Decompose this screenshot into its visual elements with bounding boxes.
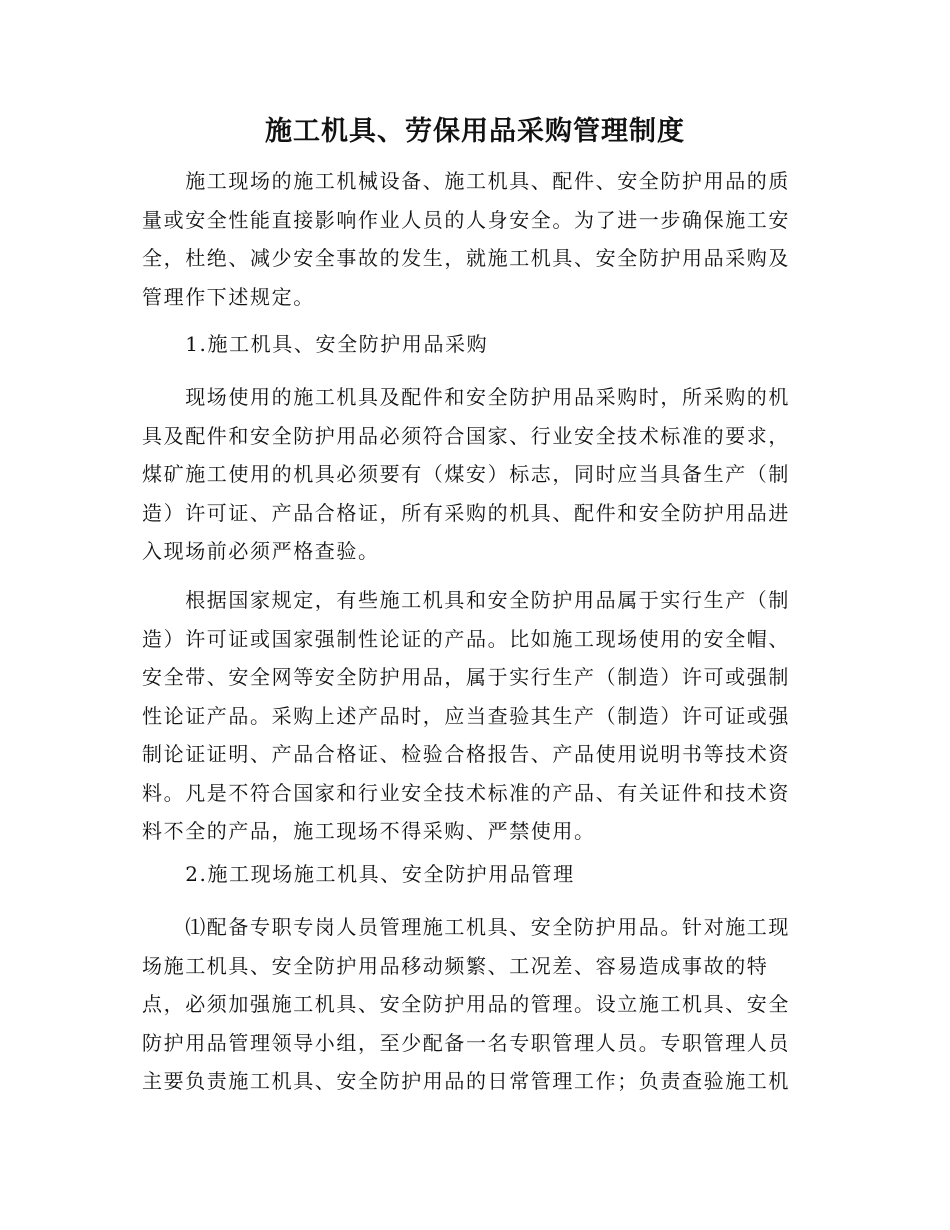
text-line: 性论证产品。采购上述产品时，应当查验其生产（制造）许可证或强 <box>142 703 790 728</box>
text-line: 全，杜绝、减少安全事故的发生，就施工机具、安全防护用品采购及 <box>142 246 790 270</box>
text-line: 入现场前必须严格查验。 <box>142 539 380 563</box>
text-line: 具及配件和安全防护用品必须符合国家、行业安全技术标准的要求， <box>142 423 790 448</box>
text-line: 现场使用的施工机具及配件和安全防护用品采购时，所采购的机 <box>142 385 790 409</box>
text-line: 制论证证明、产品合格证、检验合格报告、产品使用说明书等技术资 <box>142 742 790 766</box>
text-line: 施工现场的施工机械设备、施工机具、配件、安全防护用品的质 <box>142 169 790 193</box>
text-line: 点，必须加强施工机具、安全防护用品的管理。设立施工机具、安全 <box>142 992 790 1016</box>
text-line: 料。凡是不符合国家和行业安全技术标准的产品、有关证件和技术资 <box>142 780 790 805</box>
text-line: 造）许可证、产品合格证，所有采购的机具、配件和安全防护用品进 <box>142 500 790 525</box>
text-line: ⑴配备专职专岗人员管理施工机具、安全防护用品。针对施工现 <box>142 915 790 939</box>
text-line: 安全带、安全网等安全防护用品，属于实行生产（制造）许可或强制 <box>142 665 790 689</box>
intro-paragraph <box>142 162 822 316</box>
section-2-heading <box>142 855 822 894</box>
text-line: 防护用品管理领导小组，至少配备一名专职管理人员。专职管理人员 <box>142 1030 790 1055</box>
heading-text: 1.施工机具、安全防护用品采购 <box>142 332 489 356</box>
section-1-paragraph-1 <box>142 378 822 571</box>
text-line: 根据国家规定，有些施工机具和安全防护用品属于实行生产（制 <box>142 588 790 612</box>
section-1-paragraph-2 <box>142 581 822 851</box>
text-line: 主要负责施工机具、安全防护用品的日常管理工作；负责查验施工机 <box>142 1069 790 1093</box>
heading-text: 2.施工现场施工机具、安全防护用品管理 <box>142 862 575 886</box>
section-1-heading <box>142 325 822 364</box>
text-line: 管理作下述规定。 <box>142 284 315 309</box>
document-title: 施工机具、劳保用品采购管理制度 <box>265 116 685 147</box>
text-line: 场施工机具、安全防护用品移动频繁、工况差、容易造成事故的特 <box>142 953 769 978</box>
text-line: 煤矿施工使用的机具必须要有（煤安）标志，同时应当具备生产（制 <box>142 462 790 486</box>
text-line: 量或安全性能直接影响作业人员的人身安全。为了进一步确保施工安 <box>142 207 790 232</box>
text-line: 造）许可证或国家强制性论证的产品。比如施工现场使用的安全帽、 <box>142 626 790 651</box>
section-2-paragraph-1 <box>142 908 822 1101</box>
text-line: 料不全的产品，施工现场不得采购、严禁使用。 <box>142 819 596 843</box>
